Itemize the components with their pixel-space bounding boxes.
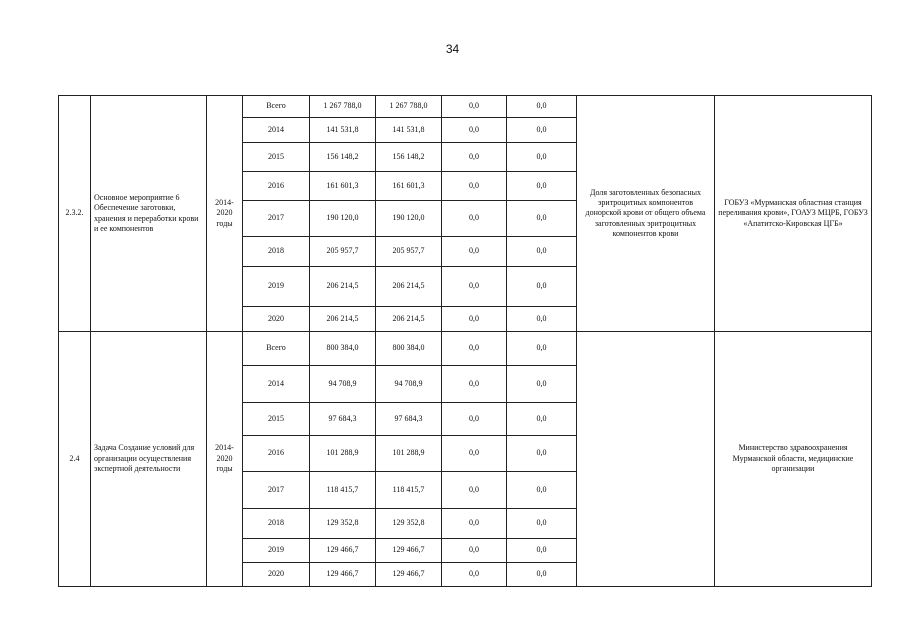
item-number: 2.4 <box>59 332 91 587</box>
regional-budget: 800 384,0 <box>376 332 442 366</box>
total-amount: 101 288,9 <box>310 436 376 472</box>
other-sources: 0,0 <box>507 539 577 563</box>
table-row <box>59 96 872 118</box>
indicator <box>577 332 715 587</box>
total-amount: 1 267 788,0 <box>310 96 376 118</box>
total-amount: 129 352,8 <box>310 509 376 539</box>
other-sources: 0,0 <box>507 403 577 436</box>
federal-budget: 0,0 <box>442 201 507 237</box>
regional-budget: 206 214,5 <box>376 267 442 307</box>
indicator: Доля заготовленных безопасных эритроцитных компонентов донорской крови от общего объема заготовленных эритроцитных компонентов крови <box>577 96 715 332</box>
regional-budget: 118 415,7 <box>376 472 442 509</box>
other-sources: 0,0 <box>507 267 577 307</box>
table-row <box>59 332 872 366</box>
total-amount: 129 466,7 <box>310 539 376 563</box>
total-amount: 156 148,2 <box>310 143 376 172</box>
federal-budget: 0,0 <box>442 237 507 267</box>
total-amount: 800 384,0 <box>310 332 376 366</box>
year-cell: 2017 <box>243 201 310 237</box>
year-cell: 2014 <box>243 366 310 403</box>
regional-budget: 141 531,8 <box>376 118 442 143</box>
federal-budget: 0,0 <box>442 472 507 509</box>
other-sources: 0,0 <box>507 366 577 403</box>
regional-budget: 1 267 788,0 <box>376 96 442 118</box>
total-amount: 190 120,0 <box>310 201 376 237</box>
total-amount: 94 708,9 <box>310 366 376 403</box>
total-amount: 129 466,7 <box>310 563 376 587</box>
total-amount: 97 684,3 <box>310 403 376 436</box>
item-period: 2014-2020 годы <box>207 332 243 587</box>
year-cell: 2016 <box>243 172 310 201</box>
regional-budget: 129 466,7 <box>376 563 442 587</box>
regional-budget: 97 684,3 <box>376 403 442 436</box>
other-sources: 0,0 <box>507 237 577 267</box>
regional-budget: 161 601,3 <box>376 172 442 201</box>
total-amount: 161 601,3 <box>310 172 376 201</box>
federal-budget: 0,0 <box>442 366 507 403</box>
year-cell: 2018 <box>243 509 310 539</box>
year-cell: Всего <box>243 332 310 366</box>
other-sources: 0,0 <box>507 96 577 118</box>
federal-budget: 0,0 <box>442 96 507 118</box>
year-cell: 2016 <box>243 436 310 472</box>
federal-budget: 0,0 <box>442 563 507 587</box>
year-cell: 2015 <box>243 403 310 436</box>
total-amount: 205 957,7 <box>310 237 376 267</box>
year-cell: 2019 <box>243 539 310 563</box>
other-sources: 0,0 <box>507 307 577 332</box>
other-sources: 0,0 <box>507 201 577 237</box>
other-sources: 0,0 <box>507 509 577 539</box>
year-cell: Всего <box>243 96 310 118</box>
federal-budget: 0,0 <box>442 403 507 436</box>
regional-budget: 129 466,7 <box>376 539 442 563</box>
page-number: 34 <box>445 42 460 56</box>
year-cell: 2020 <box>243 563 310 587</box>
program-table <box>58 95 872 587</box>
total-amount: 206 214,5 <box>310 267 376 307</box>
regional-budget: 129 352,8 <box>376 509 442 539</box>
executor: Министерство здравоохранения Мурманской области, медицинские организации <box>715 332 872 587</box>
executor: ГОБУЗ «Мурманская областная станция переливания крови», ГОАУЗ МЦРБ, ГОБУЗ «Апатитско-Кировская ЦГБ» <box>715 96 872 332</box>
item-number: 2.3.2. <box>59 96 91 332</box>
regional-budget: 190 120,0 <box>376 201 442 237</box>
total-amount: 206 214,5 <box>310 307 376 332</box>
regional-budget: 205 957,7 <box>376 237 442 267</box>
other-sources: 0,0 <box>507 436 577 472</box>
item-period: 2014-2020 годы <box>207 96 243 332</box>
table-body <box>59 96 872 587</box>
year-cell: 2017 <box>243 472 310 509</box>
regional-budget: 94 708,9 <box>376 366 442 403</box>
federal-budget: 0,0 <box>442 267 507 307</box>
other-sources: 0,0 <box>507 172 577 201</box>
year-cell: 2018 <box>243 237 310 267</box>
federal-budget: 0,0 <box>442 539 507 563</box>
federal-budget: 0,0 <box>442 118 507 143</box>
regional-budget: 156 148,2 <box>376 143 442 172</box>
other-sources: 0,0 <box>507 332 577 366</box>
federal-budget: 0,0 <box>442 143 507 172</box>
other-sources: 0,0 <box>507 118 577 143</box>
other-sources: 0,0 <box>507 472 577 509</box>
item-name: Основное мероприятие 6 Обеспечение заготовки, хранения и переработки крови и ее компонентов <box>91 96 207 332</box>
federal-budget: 0,0 <box>442 332 507 366</box>
total-amount: 141 531,8 <box>310 118 376 143</box>
federal-budget: 0,0 <box>442 307 507 332</box>
federal-budget: 0,0 <box>442 509 507 539</box>
year-cell: 2020 <box>243 307 310 332</box>
year-cell: 2014 <box>243 118 310 143</box>
year-cell: 2019 <box>243 267 310 307</box>
total-amount: 118 415,7 <box>310 472 376 509</box>
federal-budget: 0,0 <box>442 436 507 472</box>
regional-budget: 206 214,5 <box>376 307 442 332</box>
regional-budget: 101 288,9 <box>376 436 442 472</box>
other-sources: 0,0 <box>507 563 577 587</box>
other-sources: 0,0 <box>507 143 577 172</box>
federal-budget: 0,0 <box>442 172 507 201</box>
year-cell: 2015 <box>243 143 310 172</box>
item-name: Задача Создание условий для организации осуществления экспертной деятельности <box>91 332 207 587</box>
